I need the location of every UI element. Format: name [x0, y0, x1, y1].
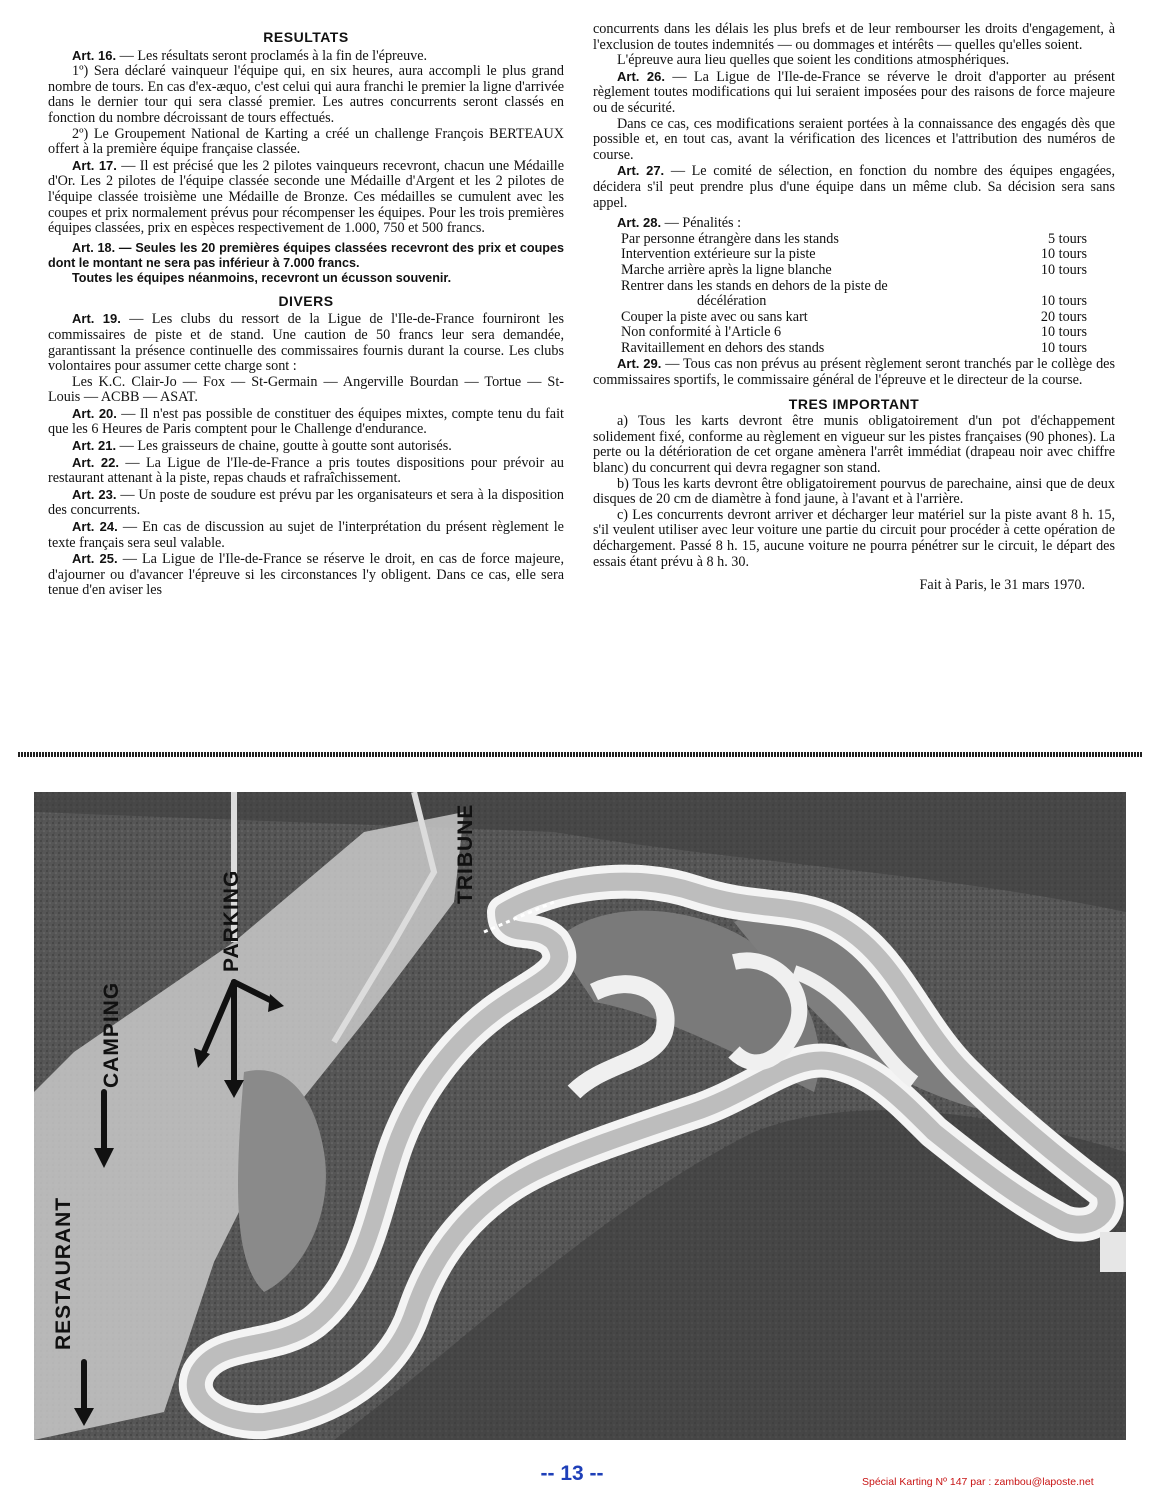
article-29-text: — Tous cas non prévus au présent règlement seront tranchés par le collège des commissaires sportifs, le commissaire général de l'épreuve et le directeur de la course. [593, 356, 1115, 389]
article-26 [593, 69, 1115, 117]
article-26-text: — La Ligue de l'Ile-de-France se réverve le droit d'apporter au présent règlement toutes modifications qui lui seraient imposées pour des raisons de force majeure ou de sécurité. [593, 68, 1115, 116]
penalty-row [593, 310, 1115, 326]
penalty-value: 10 tours [1040, 261, 1087, 278]
article-25-text: — La Ligue de l'Ile-de-France se réserve le droit, en cas de force majeure, d'ajourner ou d'avancer l'épreuve si les circonstances l'y obligent. Dans ce cas, elle sera tenue d'en aviser les [48, 551, 564, 599]
penalty-name: décélération [697, 293, 767, 310]
article-25 [48, 551, 564, 599]
left-column [48, 26, 564, 599]
parking-label: PARKING [220, 869, 243, 972]
penalty-name: Par personne étrangère dans les stands [621, 230, 839, 247]
article-25-weather: L'épreuve aura lieu quelles que soient les conditions atmosphériques. [617, 52, 1010, 69]
penalty-row [593, 279, 1115, 295]
signature-line: Fait à Paris, le 31 mars 1970. [919, 577, 1085, 594]
article-24 [48, 519, 564, 551]
circuit-aerial-photo [34, 792, 1126, 1440]
circuit-photo-drawing [34, 792, 1126, 1440]
article-17-label: Art. 17. [72, 157, 117, 173]
penalty-value: 10 tours [1040, 293, 1087, 310]
penalty-value: 10 tours [1040, 324, 1087, 341]
article-28-label: Art. 28. [617, 215, 662, 231]
penalty-row [593, 247, 1115, 263]
article-19-label: Art. 19. [72, 311, 121, 327]
article-27-text: — Le comité de sélection, en fonction du nombre des équipes engagées, décidera s'il peut prendre plus d'une équipe dans un même club. Sa décision sera sans appel. [593, 163, 1115, 211]
article-29-label: Art. 29. [617, 356, 662, 372]
important-point-c: c) Les concurrents devront arriver et décharger leur matériel sur la piste avant 8 h. 15, s'il veulent utiliser avec leur voiture une partie du circuit pour procéder à cette opération de déchargement. Passé 8 h. 15, aucune voiture ne pourra pénétrer sur le circuit, le départ des essais étant prévu à 8 h. 30. [593, 506, 1115, 570]
article-22-label: Art. 22. [72, 454, 119, 470]
article-28 [593, 215, 1115, 232]
penalty-row [593, 325, 1115, 341]
article-16-point-2: 2º) Le Groupement National de Karting a créé un challenge François BERTEAUX offert à la première équipe française classée. [48, 125, 564, 158]
penalty-name: Intervention extérieure sur la piste [621, 246, 816, 263]
tower-right [1100, 1232, 1126, 1272]
important-point-a: a) Tous les karts devront être munis obligatoirement d'un pot d'échappement solidement fixé, conforme au règlement en vigueur sur les pistes françaises (90 phones). La perte ou la détérioration de cet organe amènera l'arrêt immédiat (drapeau noir avec chiffre blanc) du concurrent qui devra regagner son stand. [593, 413, 1115, 477]
article-16 [48, 48, 564, 65]
article-16-point-1: 1º) Sera déclaré vainqueur l'équipe qui, en six heures, aura accompli le plus grand nombre de tours. En cas d'ex-æquo, c'est celui qui aura franchi le premier la ligne d'arrivée dans le dernier tour qui sera classé premier. Les autres concurrents seront classés en fonction du nombre décroissant de tours effectués. [48, 63, 564, 126]
dotted-separator [18, 752, 1142, 757]
page-number: -- 13 -- [540, 1462, 604, 1485]
article-27 [593, 163, 1115, 211]
article-19-text: — Les clubs du ressort de la Ligue de l'Ile-de-France fourniront les commissaires de piste et de stand. Une caution de 50 francs leur sera demandée, garantissant la présence continuelle des commissaires fournis durant la course. Les clubs volontaires pour assumer cette charge sont : [48, 311, 564, 375]
article-19-clubs: Les K.C. Clair-Jo — Fox — St-Germain — Angerville Bourdan — Tortue — St-Louis — ACBB — ASAT. [48, 373, 564, 406]
article-20 [48, 406, 564, 438]
penalty-value: 10 tours [1040, 339, 1087, 356]
credit-email[interactable]: zambou@laposte.net [994, 1476, 1094, 1488]
article-26-label: Art. 26. [617, 68, 665, 84]
resultats-heading: RESULTATS [263, 29, 349, 45]
article-24-label: Art. 24. [72, 519, 118, 535]
article-28-text: — Pénalités : [661, 215, 742, 232]
credit-text: Spécial Karting Nº 147 par : [862, 1476, 992, 1488]
credit-line [862, 1476, 1162, 1488]
article-23 [48, 487, 564, 519]
important-heading: TRES IMPORTANT [788, 395, 920, 412]
right-column [593, 22, 1115, 594]
penalty-row [593, 341, 1115, 357]
article-20-text: — Il n'est pas possible de constituer des équipes mixtes, compte tenu du fait que les 6 Heures de Paris comptent pour le Challenge d'endurance. [48, 405, 564, 438]
penalty-name: Ravitaillement en dehors des stands [621, 339, 825, 356]
tribune-label: TRIBUNE [454, 803, 477, 904]
camping-label: CAMPING [100, 981, 123, 1088]
article-24-text: — En cas de discussion au sujet de l'interprétation du présent règlement le texte français sera seul valable. [48, 519, 564, 551]
penalty-row [593, 294, 1115, 310]
article-21-label: Art. 21. [72, 438, 117, 454]
article-17 [48, 158, 564, 237]
divers-heading: DIVERS [278, 292, 334, 309]
article-19 [48, 311, 564, 374]
penalty-name: Rentrer dans les stands en dehors de la piste de [621, 277, 888, 294]
penalty-name: Couper la piste avec ou sans kart [621, 308, 808, 325]
penalty-value: 20 tours [1040, 308, 1087, 325]
penalty-name: Non conformité à l'Article 6 [621, 324, 782, 341]
penalty-value: 10 tours [1040, 246, 1087, 263]
article-17-text: — Il est précisé que les 2 pilotes vainqueurs recevront, chacun une Médaille d'Or. Les 2 pilotes de l'équipe classée seconde une Médaille d'Argent et les 2 pilotes de l'équipe classée troisième une Médaille de Bronze. Ces médailles se cumulent avec les coupes et prix normalement prévus pour récompenser les équipes. Pour les trois premières équipes classées, prix en espèces respectivement de 1.000, 750 et 500 francs. [48, 157, 564, 237]
article-27-label: Art. 27. [617, 163, 665, 179]
article-20-label: Art. 20. [72, 405, 117, 421]
article-16-label: Art. 16. [72, 47, 117, 63]
article-18: Art. 18. — Seules les 20 premières équipes classées recevront des prix et coupes dont le montant ne sera pas inférieur à 7.000 francs. [48, 240, 564, 270]
article-21-text: — Les graisseurs de chaine, goutte à goutte sont autorisés. [116, 438, 452, 455]
article-23-text: — Un poste de soudure est prévu par les organisateurs et sera à la disposition des concurrents. [48, 486, 565, 519]
article-25-continued: concurrents dans les délais les plus brefs et de leur rembourser les droits d'engagement, à l'exclusion de toutes indemnités — ou dommages et intérêts — quelles qu'elles soient. [593, 21, 1115, 53]
article-21 [48, 438, 564, 455]
penalty-list [593, 232, 1115, 357]
article-22-text: — La Ligue de l'Ile-de-France a pris toutes dispositions pour prévoir au restaurant attenant à la piste, repas chauds et rafraîchissement. [48, 454, 564, 487]
article-23-label: Art. 23. [72, 486, 117, 502]
article-16-text: — Les résultats seront proclamés à la fin de l'épreuve. [116, 47, 428, 64]
penalty-row [593, 263, 1115, 279]
penalty-value: 5 tours [1047, 230, 1087, 247]
article-25-label: Art. 25. [72, 551, 118, 567]
article-29 [593, 356, 1115, 388]
article-18-souvenir: Toutes les équipes néanmoins, recevront un écusson souvenir. [72, 270, 452, 285]
important-point-b: b) Tous les karts devront être obligatoirement pourvus de parechaine, ainsi que de deux disques de 20 cm de diamètre à fond jaune, à l'avant et à l'arrière. [593, 475, 1115, 508]
restaurant-label: RESTAURANT [52, 1196, 75, 1350]
penalty-row [593, 232, 1115, 248]
article-22 [48, 455, 564, 487]
article-26-followup: Dans ce cas, ces modifications seraient portées à la connaissance des engagés dès que possible et, en tout cas, avant la vérification des licences et l'attribution des numéros de course. [593, 115, 1115, 163]
penalty-name: Marche arrière après la ligne blanche [621, 261, 832, 278]
